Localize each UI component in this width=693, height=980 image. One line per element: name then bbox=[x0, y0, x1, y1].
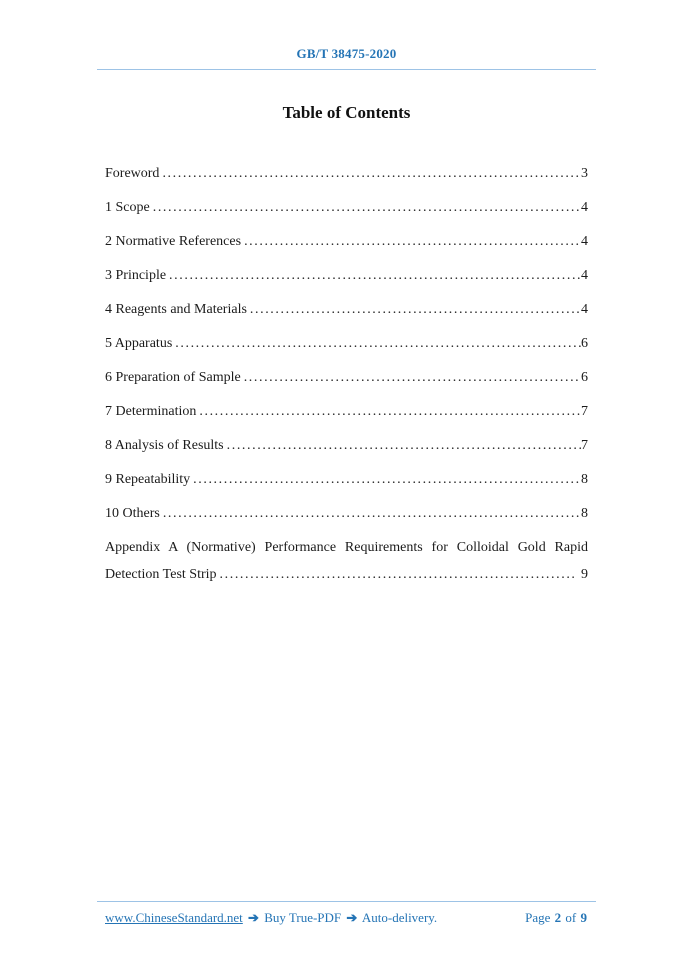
toc-entry-page: 7 bbox=[581, 438, 588, 453]
arrow-icon: ➔ bbox=[346, 910, 358, 925]
toc-entry-reagents-materials bbox=[105, 296, 588, 323]
toc-appendix-line2-row bbox=[105, 561, 588, 588]
toc-entry-page: 4 bbox=[581, 234, 588, 249]
toc-entry-determination bbox=[105, 398, 588, 425]
toc-entry-page: 9 bbox=[581, 567, 588, 582]
toc-entry-page: 4 bbox=[581, 302, 588, 317]
page-indicator-total: 9 bbox=[580, 910, 587, 925]
toc-entry-label: 4 Reagents and Materials bbox=[105, 302, 247, 317]
table-of-contents bbox=[105, 160, 588, 595]
toc-entry-label: 7 Determination bbox=[105, 404, 197, 419]
toc-dot-leader bbox=[163, 500, 581, 527]
page-footer bbox=[97, 901, 596, 926]
toc-dot-leader bbox=[153, 194, 581, 221]
toc-entry-principle bbox=[105, 262, 588, 289]
toc-entry-page: 4 bbox=[581, 268, 588, 283]
toc-entry-others bbox=[105, 500, 588, 527]
toc-entry-normative-references bbox=[105, 228, 588, 255]
toc-entry-scope bbox=[105, 194, 588, 221]
doc-number: GB/T 38475-2020 bbox=[296, 46, 397, 61]
buy-pdf-text: Buy True-PDF bbox=[264, 910, 342, 925]
toc-entry-page: 4 bbox=[581, 200, 588, 215]
toc-entry-label: Detection Test Strip bbox=[105, 567, 217, 582]
toc-dot-leader bbox=[199, 398, 581, 425]
toc-dot-leader bbox=[244, 364, 581, 391]
arrow-icon: ➔ bbox=[248, 910, 259, 925]
page-title: Table of Contents bbox=[282, 103, 411, 122]
footer-promo bbox=[105, 910, 437, 926]
toc-entry-label: 1 Scope bbox=[105, 200, 150, 215]
toc-dot-leader bbox=[169, 262, 581, 289]
toc-entry-label: 2 Normative References bbox=[105, 234, 242, 249]
page-header bbox=[97, 46, 596, 70]
toc-entry-label: 6 Preparation of Sample bbox=[105, 370, 241, 385]
toc-entry-page: 6 bbox=[581, 370, 588, 385]
toc-dot-leader bbox=[193, 466, 581, 493]
toc-entry-label: 5 Apparatus bbox=[105, 336, 173, 351]
toc-entry-appendix-a bbox=[105, 534, 588, 588]
page-indicator bbox=[525, 910, 588, 926]
toc-entry-page: 3 bbox=[581, 166, 588, 181]
toc-entry-page: 8 bbox=[581, 472, 588, 487]
toc-entry-page: 8 bbox=[581, 506, 588, 521]
toc-dot-leader bbox=[250, 296, 581, 323]
toc-dot-leader bbox=[244, 228, 581, 255]
toc-entry-foreword bbox=[105, 160, 588, 187]
toc-entry-analysis-of-results bbox=[105, 432, 588, 459]
footer-content bbox=[97, 910, 596, 926]
toc-dot-leader bbox=[220, 561, 577, 588]
auto-delivery-text: Auto-delivery. bbox=[361, 910, 438, 925]
toc-entry-label: Foreword bbox=[105, 166, 160, 181]
toc-appendix-line1: Appendix A (Normative) Performance Requirements for Colloidal Gold Rapid bbox=[105, 540, 588, 555]
toc-entry-repeatability bbox=[105, 466, 588, 493]
toc-entry-label: 9 Repeatability bbox=[105, 472, 191, 487]
page-indicator-of: of bbox=[565, 910, 577, 925]
footer-divider bbox=[97, 901, 596, 902]
toc-entry-page: 6 bbox=[581, 336, 588, 351]
toc-entry-apparatus bbox=[105, 330, 588, 357]
header-divider bbox=[97, 69, 596, 70]
toc-entry-label: 10 Others bbox=[105, 506, 160, 521]
toc-dot-leader bbox=[175, 330, 581, 357]
toc-entry-label: 3 Principle bbox=[105, 268, 167, 283]
page-indicator-current: 2 bbox=[554, 910, 562, 925]
toc-entry-label: 8 Analysis of Results bbox=[105, 438, 224, 453]
site-link[interactable]: www.ChineseStandard.net bbox=[105, 910, 243, 925]
toc-entry-page: 7 bbox=[581, 404, 588, 419]
page-indicator-label: Page bbox=[525, 910, 551, 925]
toc-entry-preparation-of-sample bbox=[105, 364, 588, 391]
toc-dot-leader bbox=[227, 432, 581, 459]
toc-dot-leader bbox=[162, 160, 581, 187]
